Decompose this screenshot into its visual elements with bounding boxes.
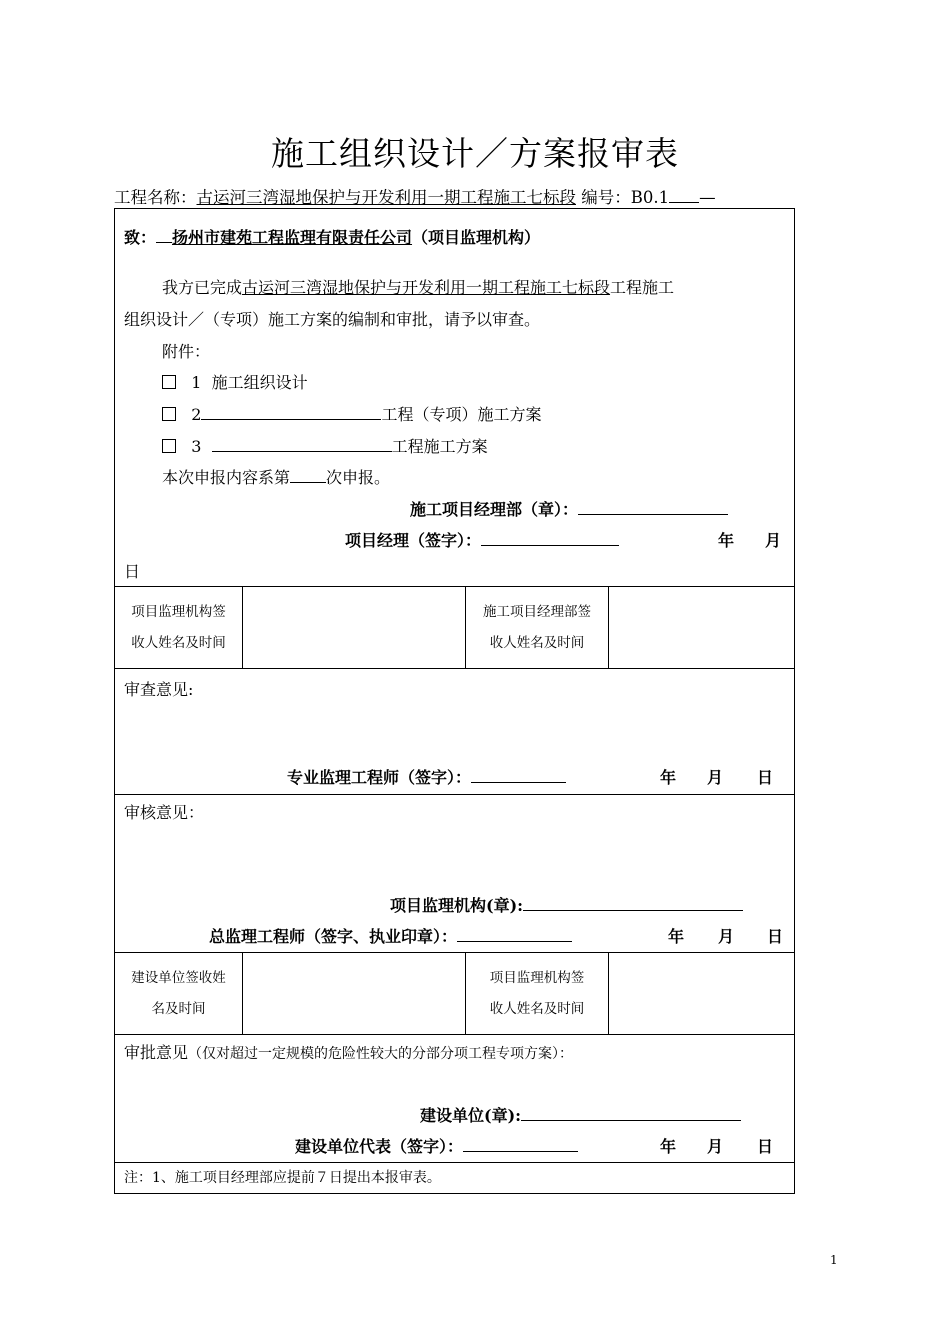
audit-org-line bbox=[390, 890, 743, 921]
number-suffix: — bbox=[699, 188, 716, 207]
dept-seal-blank[interactable] bbox=[578, 497, 728, 515]
body-suffix: 工程施工 bbox=[610, 278, 675, 297]
audit-sign-blank[interactable] bbox=[457, 924, 572, 942]
checkbox-2[interactable] bbox=[162, 407, 176, 421]
supervision-receipt-field[interactable] bbox=[243, 587, 466, 669]
submission-suffix: 次申报。 bbox=[326, 468, 391, 487]
review-label: 审查意见: bbox=[124, 680, 194, 699]
audit-label: 审核意见： bbox=[124, 803, 205, 822]
manager-year: 年 bbox=[718, 531, 735, 550]
review-form-table bbox=[114, 208, 795, 1194]
to-company: 扬州市建苑工程监理有限责任公司 bbox=[172, 228, 413, 247]
owner-receipt-field[interactable] bbox=[243, 953, 466, 1035]
receipt-label-line: 施工项目经理部签 bbox=[483, 604, 591, 620]
receipt-label-line: 项目监理机构签 bbox=[131, 604, 226, 620]
audit-org-label: 项目监理机构(章): bbox=[390, 896, 524, 915]
footnote: 注：1、施工项目经理部应提前７日提出本报审表。 bbox=[115, 1163, 795, 1194]
body-project: 古运河三湾湿地保护与开发利用一期工程施工七标段 bbox=[242, 278, 611, 297]
addressee-line bbox=[124, 222, 540, 253]
submission-count-blank[interactable] bbox=[290, 465, 326, 483]
manager-sign-line bbox=[345, 525, 619, 556]
manager-label: 项目经理（签字）： bbox=[345, 531, 482, 550]
attachments-label: 附件： bbox=[162, 342, 211, 361]
attachment-item-1 bbox=[162, 367, 308, 398]
owner-rep-blank[interactable] bbox=[463, 1134, 578, 1152]
body-line-1 bbox=[162, 272, 674, 303]
attachment-item-3 bbox=[162, 431, 488, 462]
attachment-2-blank[interactable] bbox=[201, 402, 381, 420]
owner-seal-blank[interactable] bbox=[521, 1103, 741, 1121]
attachment-text: 工程施工方案 bbox=[391, 437, 488, 456]
header-line bbox=[114, 184, 716, 208]
attachment-text: 施工组织设计 bbox=[211, 373, 308, 392]
submission-prefix: 本次申报内容系第 bbox=[162, 468, 291, 487]
checkbox-1[interactable] bbox=[162, 375, 176, 389]
supervision-receipt-field-2[interactable] bbox=[609, 953, 795, 1035]
project-label: 工程名称： bbox=[114, 188, 197, 207]
receipt-label-line: 收人姓名及时间 bbox=[489, 1001, 585, 1017]
number-blank[interactable] bbox=[669, 185, 699, 203]
to-suffix: （项目监理机构） bbox=[412, 228, 541, 247]
receipt-label-line: 收人姓名及时间 bbox=[489, 635, 585, 651]
approval-label: 审批意见 bbox=[124, 1043, 189, 1062]
number-label: 编号： bbox=[581, 188, 631, 207]
approval-day: 日 bbox=[757, 1137, 774, 1156]
receipt-label-line: 项目监理机构签 bbox=[489, 970, 585, 986]
review-signer-label: 专业监理工程师（签字）： bbox=[287, 768, 472, 787]
audit-signer-label: 总监理工程师（签字、执业印章）： bbox=[209, 927, 458, 946]
attachment-3-blank[interactable] bbox=[212, 434, 392, 452]
audit-day: 日 bbox=[767, 927, 784, 946]
owner-seal-line bbox=[420, 1100, 741, 1131]
owner-rep-line bbox=[295, 1131, 578, 1162]
attachment-num: 1 bbox=[191, 373, 202, 392]
review-section bbox=[115, 669, 795, 795]
attachment-num: 3 bbox=[191, 437, 202, 456]
manager-month: 月 bbox=[765, 531, 782, 550]
review-year: 年 bbox=[660, 768, 677, 787]
contractor-receipt-label bbox=[466, 587, 609, 669]
number-value: B0.1 bbox=[630, 188, 670, 207]
receipt-label-line: 收人姓名及时间 bbox=[131, 635, 226, 651]
contractor-receipt-field[interactable] bbox=[609, 587, 795, 669]
checkbox-3[interactable] bbox=[162, 439, 176, 453]
submission-section bbox=[115, 209, 795, 587]
owner-rep-label: 建设单位代表（签字）： bbox=[295, 1137, 464, 1156]
review-month: 月 bbox=[707, 768, 724, 787]
to-label: 致： bbox=[124, 228, 157, 247]
body-prefix: 我方已完成 bbox=[162, 278, 243, 297]
review-signer-line bbox=[287, 762, 566, 793]
manager-sign-blank[interactable] bbox=[481, 528, 619, 546]
attachment-item-2 bbox=[162, 399, 541, 430]
audit-month: 月 bbox=[718, 927, 735, 946]
dept-seal-line bbox=[410, 494, 728, 525]
owner-receipt-label bbox=[115, 953, 243, 1035]
approval-note: （仅对超过一定规模的危险性较大的分部分项工程专项方案）： bbox=[188, 1046, 574, 1062]
owner-seal-label: 建设单位(章): bbox=[420, 1106, 522, 1125]
review-day: 日 bbox=[757, 768, 774, 787]
approval-month: 月 bbox=[707, 1137, 724, 1156]
project-name: 古运河三湾湿地保护与开发利用一期工程施工七标段 bbox=[196, 188, 576, 207]
page-number: 1 bbox=[830, 1253, 838, 1267]
supervision-receipt-label bbox=[115, 587, 243, 669]
attachment-text: 工程（专项）施工方案 bbox=[381, 405, 542, 424]
manager-day: 日 bbox=[124, 562, 141, 581]
body-line-2: 组织设计／（专项）施工方案的编制和审批，请予以审查。 bbox=[124, 310, 541, 329]
approval-label-line bbox=[124, 1037, 573, 1070]
receipt-label-line: 建设单位签收姓 bbox=[131, 970, 226, 986]
page-title: 施工组织设计／方案报审表 bbox=[271, 134, 679, 173]
audit-signer-line bbox=[209, 921, 572, 952]
audit-org-blank[interactable] bbox=[523, 893, 743, 911]
review-sign-blank[interactable] bbox=[471, 765, 566, 783]
supervision-receipt-label-2 bbox=[466, 953, 609, 1035]
receipt-label-line: 名及时间 bbox=[151, 1001, 206, 1017]
approval-section bbox=[115, 1035, 795, 1163]
approval-year: 年 bbox=[660, 1137, 677, 1156]
audit-year: 年 bbox=[668, 927, 685, 946]
submission-count-line bbox=[162, 462, 390, 493]
attachment-num: 2 bbox=[191, 405, 202, 424]
dept-label: 施工项目经理部（章）： bbox=[410, 500, 579, 519]
audit-section bbox=[115, 795, 795, 953]
